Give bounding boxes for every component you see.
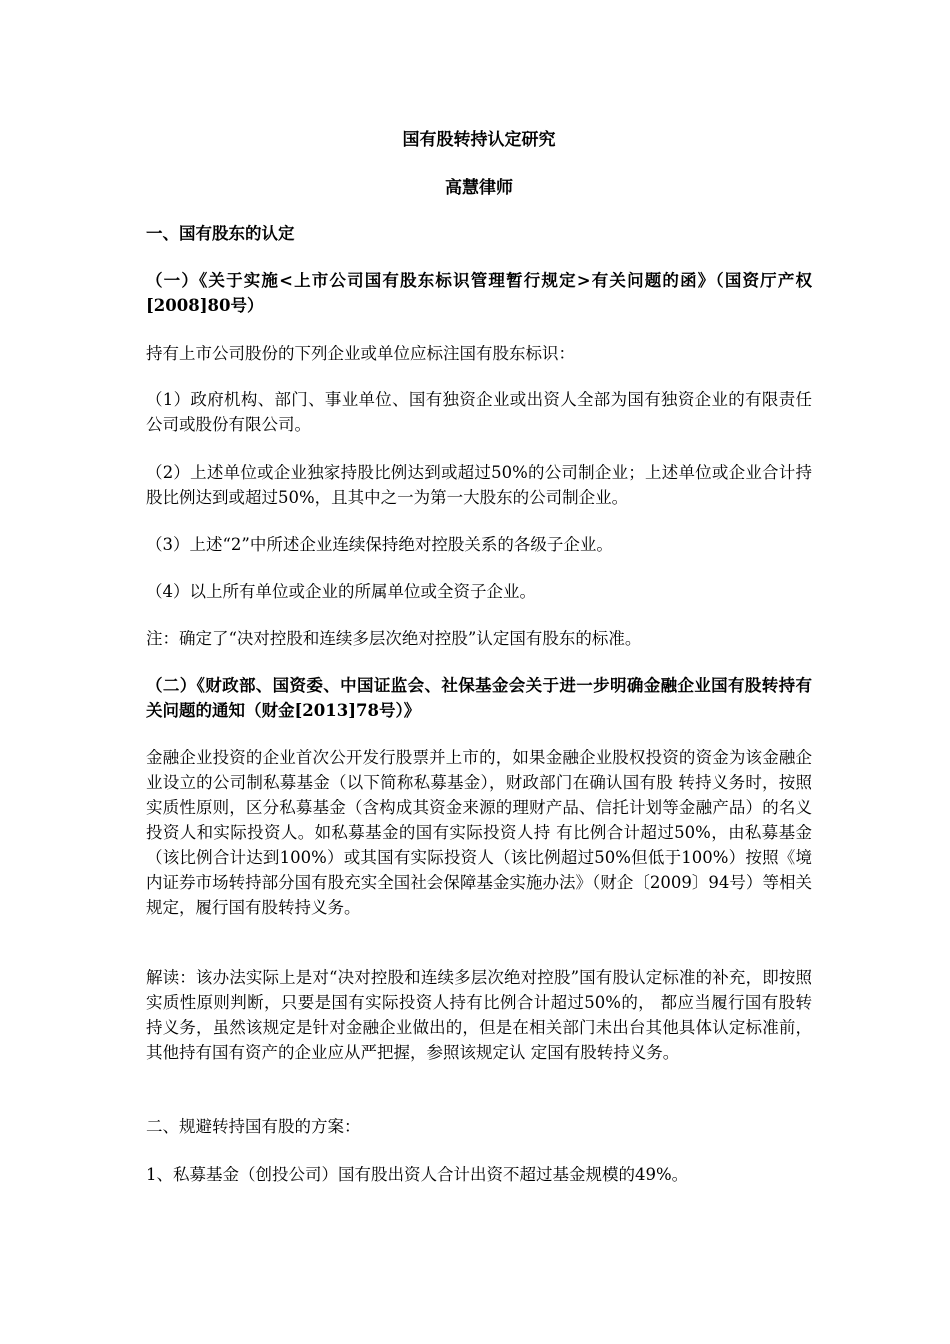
document-title: 国有股转持认定研究 — [402, 130, 556, 150]
document-author: 高慧律师 — [445, 178, 513, 198]
subsection2-body: 金融企业投资的企业首次公开发行股票并上市的，如果金融企业股权投资的资金为该金融企业设立的公司制私募基金（以下简称私募基金），财政部门在确认国有股 转持义务时，按照实质性原则，区分私募基金（含构成其资金来源的理财产品、信托计划等金融产品）的名义投资人和实际投资人。如私募基金的国有实际投资人持 有比例合计超过50%，由私募基金（该比例合计达到100%）或其国有实际投资人（该比例超过50%但低于100%）按照《境内证券市场转持部分国有股充实全国社会保障基金实施办法》（财企〔2009〕94号）等相关规定，履行国有股转持义务。 — [146, 748, 812, 917]
subsection1-note: 注：确定了“决对控股和连续多层次绝对控股”认定国有股东的标准。 — [146, 629, 642, 648]
section2-item-1: 1、私募基金（创投公司）国有股出资人合计出资不超过基金规模的49%。 — [146, 1165, 689, 1184]
subsection1-item-2: （2）上述单位或企业独家持股比例达到或超过50%的公司制企业；上述单位或企业合计持股比例达到或超过50%，且其中之一为第一大股东的公司制企业。 — [146, 463, 812, 507]
subsection1-item-1: （1）政府机构、部门、事业单位、国有独资企业或出资人全部为国有独资企业的有限责任公司或股份有限公司。 — [146, 390, 812, 434]
section1-heading: 一、国有股东的认定 — [146, 224, 295, 243]
subsection1-heading: （一）《关于实施<上市公司国有股东标识管理暂行规定>有关问题的函》（国资厅产权[2008]80号） — [146, 271, 812, 315]
subsection1-intro: 持有上市公司股份的下列企业或单位应标注国有股东标识： — [146, 344, 575, 363]
subsection2-interpretation: 解读：该办法实际上是对“决对控股和连续多层次绝对控股”国有股认定标准的补充，即按照实质性原则判断，只要是国有实际投资人持有比例合计超过50%的， 都应当履行国有股转持义务，虽然该规定是针对金融企业做出的，但是在相关部门未出台其他具体认定标准前，其他持有国有资产的企业应从严把握，参照该规定认 定国有股转持义务。 — [146, 968, 812, 1062]
subsection2-heading: （二）《财政部、国资委、中国证监会、社保基金会关于进一步明确金融企业国有股转持有关问题的通知（财金[2013]78号）》 — [146, 676, 812, 720]
subsection1-item-3: （3）上述“2”中所述企业连续保持绝对控股关系的各级子企业。 — [146, 535, 613, 554]
subsection1-item-4: （4）以上所有单位或企业的所属单位或全资子企业。 — [146, 582, 536, 601]
section2-heading: 二、规避转持国有股的方案： — [146, 1117, 361, 1136]
